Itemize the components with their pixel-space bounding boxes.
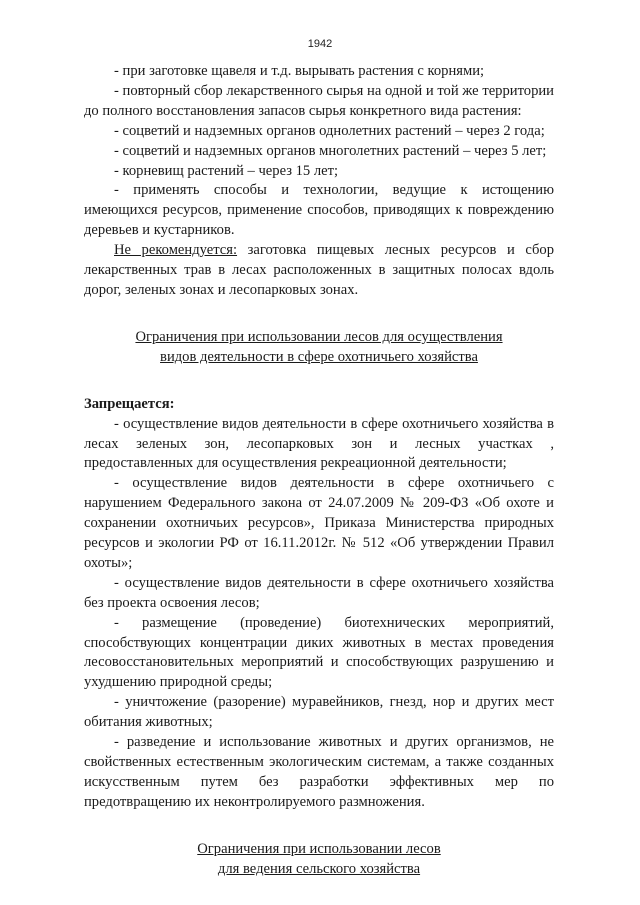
list-item: - уничтожение (разорение) муравейников, гнезд, нор и других мест обитания животных; xyxy=(84,694,554,731)
list-item: - применять способы и технологии, ведущие к истощению имеющихся ресурсов, применение способов, приводящих к повреждению деревьев и кустарников. xyxy=(84,182,554,239)
list-item: - повторный сбор лекарственного сырья на одной и той же территории до полного восстановления запасов сырья конкретного вида растения: xyxy=(84,82,554,119)
list-item: - при заготовке щавеля и т.д. вырывать растения с корнями; xyxy=(114,63,485,79)
page-content xyxy=(84,62,554,880)
section-heading-agriculture-line1: Ограничения при использовании лесов xyxy=(197,840,441,857)
not-recommended-label: Не рекомендуется: xyxy=(114,242,238,259)
list-item: - размещение (проведение) биотехнических мероприятий, способствующих концентрации диких животных в местах проведения лесовосстановительных мероприятий и способствующих разрушению и ухудшению природной среды; xyxy=(84,614,554,691)
list-item: - осуществление видов деятельности в сфере охотничьего хозяйства без проекта освоения лесов; xyxy=(84,574,554,611)
list-item: - соцветий и надземных органов однолетних растений – через 2 года; xyxy=(114,122,545,139)
page-number: 1942 xyxy=(307,38,333,50)
section-heading-hunting-line1: Ограничения при использовании лесов для осуществления xyxy=(135,328,503,345)
list-item: - корневищ растений – через 15 лет; xyxy=(114,162,339,179)
list-item: - осуществление видов деятельности в сфере охотничьего с нарушением Федерального закона от 24.07.2009 № 209-ФЗ «Об охоте и сохранении охотничьих ресурсов», Приказа Министерства природных ресурсов и экологии РФ от 16.11.2012г. № 512 «Об утверждении Правил охоты»; xyxy=(84,475,554,571)
list-item: - соцветий и надземных органов многолетних растений – через 5 лет; xyxy=(114,142,547,159)
not-recommended-paragraph xyxy=(84,241,554,301)
not-recommended-text: заготовка пищевых лесных ресурсов и сбор лекарственных трав в лесах расположенных в защитных полосах вдоль дорог, зеленых зонах и лесопарковых зонах. xyxy=(84,242,555,298)
list-item: - осуществление видов деятельности в сфере охотничьего хозяйства в лесах зеленых зон, лесопарковых зон и лесных участках , предоставленных для осуществления рекреационной деятельности; xyxy=(84,415,554,472)
section-heading-agriculture-line2: для ведения сельского хозяйства xyxy=(217,860,421,877)
prohibited-label: Запрещается: xyxy=(84,395,175,412)
section-heading-hunting-line2: видов деятельности в сфере охотничьего хозяйства xyxy=(160,348,478,365)
list-item: - разведение и использование животных и других организмов, не свойственных естественным экологическим системам, а также созданных искусственным путем без разработки эффективных мер по предотвращению их неконтролируемого размножения. xyxy=(84,734,554,810)
